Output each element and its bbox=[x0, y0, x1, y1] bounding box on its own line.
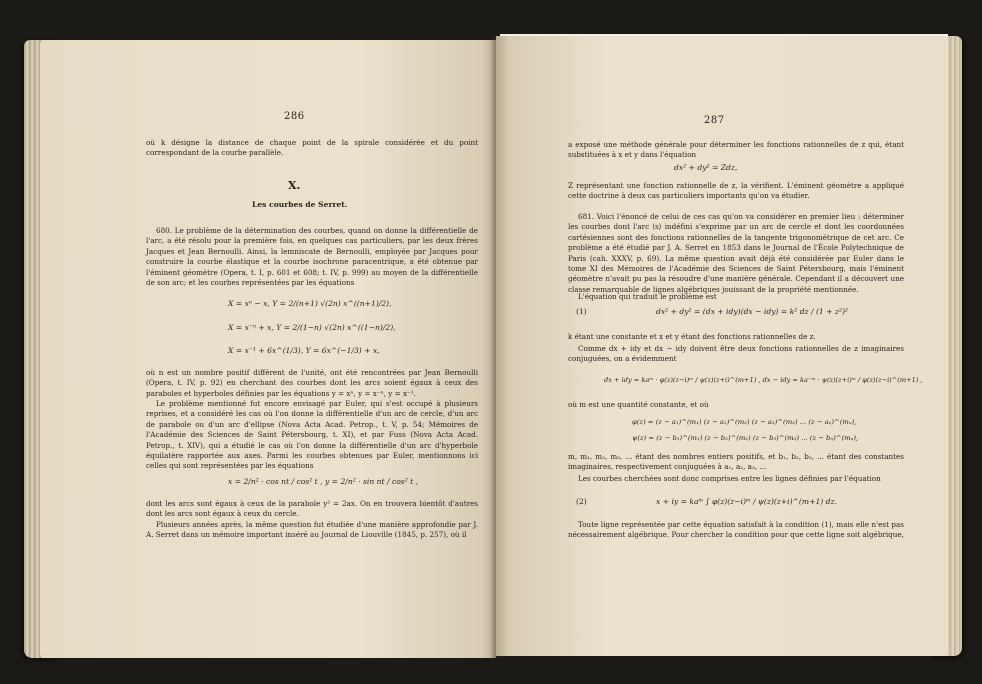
equation-number-1: (1) bbox=[576, 307, 587, 316]
paragraph-6: où m est une quantité constante, et où bbox=[568, 400, 709, 409]
equation-5: ψ(z) = (z − b₁)^(m₁) (z − b₂)^(m₂) (z − b₃)^(m₃) ... (z − bₙ)^(mₙ), bbox=[632, 434, 859, 442]
paragraph-4: k étant une constante et x et y étant des fonctions rationnelles de z. bbox=[568, 332, 816, 341]
section-title: Les courbes de Serret. bbox=[252, 200, 348, 209]
paragraph-9: Toute ligne représentée par cette équation satisfait à la condition (1), mais elle n'est pas nécessairement algébrique. Pour chercher la condition pour que cette ligne soit algébrique, bbox=[568, 520, 904, 540]
page-number: 287 bbox=[704, 115, 725, 126]
page-number: 286 bbox=[284, 111, 305, 122]
equation-number-2: (2) bbox=[576, 497, 587, 506]
right-page bbox=[496, 36, 948, 656]
paragraph-3: L'équation qui traduit le problème est bbox=[578, 292, 717, 301]
paragraph-3: Le problème mentionné fut encore envisagé par Euler, qui s'est occupé à plusieurs reprises, et a considéré les cas où l'on donne la différentielle d'un arc de cercle, d'un arc de parabole ou d'un arc d'ellipse (Nova Acta Acad. Petrop., t. V, p. 54; Mémoires de l'Académie des Sciences de Saint Pétersbourg, t. XI), et par Fuss (Nova Acta Acad. Petrop., t. XIV), qui a étudié le cas où l'on donne la différentielle d'un arc d'hyperbole équilatère rapportée aux axes. Parmi les courbes obtenues par Euler, mentionnons ici celles qui sont représentées par les équations bbox=[146, 399, 478, 471]
equation-2: dx² + dy² = (dx + idy)(dx − idy) = k² dz / (1 + z²)² bbox=[656, 307, 848, 316]
equation-1: dx² + dy² = Zdz, bbox=[674, 163, 738, 172]
equation-3: dx + idy = kaᵐ · φ(z)(z−i)ᵐ / ψ(z)(z+i)^(m+1) , dx − idy = ka⁻ᵐ · ψ(z)(z+i)ᵐ / φ(z)(z−i)^(m+1) , bbox=[604, 376, 923, 384]
equation-4: φ(z) = (z − a₁)^(m₁) (z − a₂)^(m₂) (z − a₃)^(m₃) ... (z − aₙ)^(mₙ), bbox=[632, 418, 857, 426]
paragraph-5: Plusieurs années après, la même question fut étudiée d'une manière approfondie par J. A. Serret dans un mémoire important inséré au Journal de Liouville (1845, p. 257), où il bbox=[146, 520, 478, 540]
paragraph-8: Les courbes cherchées sont donc comprises entre les lignes définies par l'équation bbox=[578, 474, 881, 483]
left-page bbox=[40, 40, 496, 658]
equation-3: X = x⁻¹ + 6x^(1/3), Y = 6x^(−1/3) + x, bbox=[228, 346, 380, 355]
section-number: X. bbox=[288, 179, 301, 192]
paragraph-680: 680. Le problème de la détermination des courbes, quand on donne la différentielle de l'arc, a été résolu pour la première fois, en quelques cas particuliers, par les deux frères Jacques et Jean Bernoulli. Ainsi, la lemniscate de Bernoulli, employée par Jacques pour construire la courbe élastique et la courbe isochrone paracentrique, a été obtenue par l'éminent géomètre (Opera, t. I, p. 601 et 608; t. IV, p. 999) au moyen de la différentielle de son arc; et les courbes représentées par les équations bbox=[146, 226, 478, 288]
paragraph-5: Comme dx + idy et dx − idy doivent être deux fonctions rationnelles de z imaginaires conjuguées, on a évidemment bbox=[568, 344, 904, 364]
equation-4: x = 2/n² · cos nt / cos² t , y = 2/n² · sin nt / cos² t , bbox=[228, 477, 419, 486]
equation-2: X = x⁻ⁿ + x, Y = 2/(1−n) √(2n) x^((1−n)/2), bbox=[228, 323, 396, 332]
paragraph-2: où n est un nombre positif différent de l'unité, ont été rencontrées par Jean Bernoulli (Opera, t. IV, p. 92) en cherchant des courbes dont les arcs soient égaux à ceux des paraboles et hyperboles définies par les équations y = xⁿ, y = x⁻ⁿ, y = x⁻¹. bbox=[146, 368, 478, 398]
paragraph-1: a exposé une méthode générale pour déterminer les fonctions rationnelles de z qui, étant substituées à x et y dans l'équation bbox=[568, 140, 904, 160]
paragraph-2: Z représentant une fonction rationnelle de z, la vérifient. L'éminent géomètre a appliqué cette doctrine à deux cas particuliers importants qu'on va étudier. bbox=[568, 181, 904, 201]
equation-1: X = xⁿ − x, Y = 2/(n+1) √(2n) x^((n+1)/2), bbox=[228, 299, 392, 308]
paragraph-7: m, m₁, m₂, m₃, ... étant des nombres entiers positifs, et b₁, b₂, b₃, ... étant des constantes imaginaires, respectivement conjuguées à a₁, a₂, a₃, ... bbox=[568, 452, 904, 472]
intro-text: où k désigne la distance de chaque point de la spirale considérée et du point correspondant de la courbe parallèle. bbox=[146, 138, 478, 158]
equation-6: x + iy = kaᵐ ∫ φ(z)(z−i)ᵐ / ψ(z)(z+i)^(m+1) dz. bbox=[656, 497, 837, 506]
paragraph-681: 681. Voici l'énoncé de celui de ces cas qu'on va considérer en premier lieu : déterminer les courbes dont l'arc ⟨s⟩ indéfini s'exprime par un arc de cercle et dont les coordonnées cartésiennes sont des fonctions rationnelles de la tangente trigonométrique de cet arc. Ce problème a été étudié par J. A. Serret en 1853 dans le Journal de l'École Polytechnique de Paris (cah. XXXV, p. 69). La même question avait déjà été considérée par Euler dans le tome XI des Mémoires de l'Académie des Sciences de Saint Pétersbourg, mais l'éminent géomètre n'avait pu pas la résoudre d'une manière générale. Cependant il a découvert une classe remarquable de lignes algébriques jouissant de la propriété mentionnée. bbox=[568, 212, 904, 294]
paragraph-4: dont les arcs sont égaux à ceux de la parabole y² = 2ax. On en trouvera bientôt d'autres dont les arcs sont égaux à ceux du cercle. bbox=[146, 499, 478, 519]
